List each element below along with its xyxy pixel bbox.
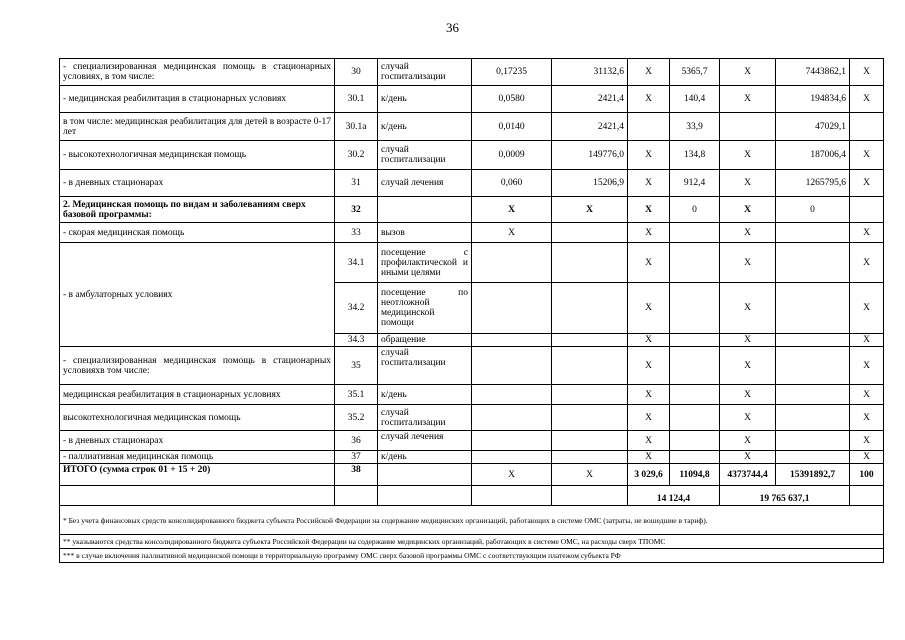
row-number: 35.1 (335, 385, 378, 405)
row-name: - в дневных стационарах (60, 170, 335, 197)
row-unit: обращение (378, 334, 472, 347)
row-number: 31 (335, 170, 378, 197)
row-unit: случай госпитализации (378, 347, 472, 385)
cell: Х (720, 451, 776, 464)
cell: Х (850, 59, 884, 86)
cell (670, 347, 720, 385)
row-unit: вызов (378, 223, 472, 243)
cell (472, 283, 552, 334)
cell (552, 243, 628, 283)
cell: Х (720, 405, 776, 431)
cell (776, 243, 850, 283)
cell: 33,9 (670, 113, 720, 141)
row-unit: случай госпитализации (378, 141, 472, 170)
cell (670, 334, 720, 347)
cell: 134,8 (670, 141, 720, 170)
cell (670, 431, 720, 451)
row-name: в том числе: медицинская реабилитация для детей в возрасте 0-17 лет (60, 113, 335, 141)
cell (378, 486, 472, 506)
row-name: - специализированная медицинская помощь в стационарных условияхв том числе: (60, 347, 335, 385)
cell: 187006,4 (776, 141, 850, 170)
row-name: - паллиативная медицинская помощь (60, 451, 335, 464)
cell (776, 405, 850, 431)
cell: Х (628, 223, 670, 243)
table-row (60, 405, 884, 431)
cell: Х (628, 334, 670, 347)
cell: Х (552, 197, 628, 223)
cell: Х (720, 243, 776, 283)
table-row (60, 197, 884, 223)
cell (552, 334, 628, 347)
row-unit: случай лечения (378, 431, 472, 451)
row-number: 30 (335, 59, 378, 86)
cell: Х (472, 197, 552, 223)
table-row (60, 223, 884, 243)
cell (552, 431, 628, 451)
cell: Х (850, 334, 884, 347)
table-row (60, 431, 884, 451)
row-number: 33 (335, 223, 378, 243)
cell: 140,4 (670, 86, 720, 113)
row-unit (378, 197, 472, 223)
cell (776, 451, 850, 464)
table-row (60, 243, 884, 283)
cell: 0,0009 (472, 141, 552, 170)
cell: 31132,6 (552, 59, 628, 86)
cell: 194834,6 (776, 86, 850, 113)
cell (335, 486, 378, 506)
cell (850, 113, 884, 141)
cell: Х (628, 86, 670, 113)
financing-table (59, 58, 884, 563)
cell: 0 (776, 197, 850, 223)
cell: 0,17235 (472, 59, 552, 86)
row-number: 38 (335, 464, 378, 486)
cell (628, 113, 670, 141)
table-row (60, 141, 884, 170)
cell: 149776,0 (552, 141, 628, 170)
cell: 0,060 (472, 170, 552, 197)
cell: 1265795,6 (776, 170, 850, 197)
row-unit: посещение по неотложной медицинской помощи (378, 283, 472, 334)
cell (776, 283, 850, 334)
cell: 47029,1 (776, 113, 850, 141)
cell (552, 347, 628, 385)
cell (776, 334, 850, 347)
section-heading: 2. Медицинская помощь по видам и заболеваниям сверх базовой программы: (60, 197, 335, 223)
cell: Х (720, 170, 776, 197)
cell: 5365,7 (670, 59, 720, 86)
cell (472, 385, 552, 405)
row-name: - высокотехнологичная медицинская помощь (60, 141, 335, 170)
row-name: - в дневных стационарах (60, 431, 335, 451)
cell (776, 385, 850, 405)
cell: 15391892,7 (776, 464, 850, 486)
row-number: 35 (335, 347, 378, 385)
cell: Х (850, 405, 884, 431)
cell: Х (850, 243, 884, 283)
row-name: медицинская реабилитация в стационарных условиях (60, 385, 335, 405)
cell: 2421,4 (552, 113, 628, 141)
cell (850, 197, 884, 223)
cell: Х (720, 283, 776, 334)
cell: Х (850, 170, 884, 197)
cell: 11094,8 (670, 464, 720, 486)
cell: 0 (670, 197, 720, 223)
row-unit: посещение с профилактической и иными целями (378, 243, 472, 283)
table-row (60, 451, 884, 464)
cell: Х (720, 431, 776, 451)
cell: Х (628, 347, 670, 385)
cell: Х (628, 59, 670, 86)
cell (776, 223, 850, 243)
row-number: 34.3 (335, 334, 378, 347)
row-name: высокотехнологичная медицинская помощь (60, 405, 335, 431)
cell (472, 347, 552, 385)
cell: 7443862,1 (776, 59, 850, 86)
row-name: - специализированная медицинская помощь в стационарных условиях, в том числе: (60, 59, 335, 86)
cell: Х (628, 197, 670, 223)
page-number: 36 (446, 20, 459, 35)
cell (552, 486, 628, 506)
table-row (60, 385, 884, 405)
sum-value: 14 124,4 (628, 486, 720, 506)
cell (670, 283, 720, 334)
row-number: 36 (335, 431, 378, 451)
table-row (60, 59, 884, 86)
cell (552, 223, 628, 243)
table-row (60, 347, 884, 385)
cell (850, 486, 884, 506)
row-number: 30.2 (335, 141, 378, 170)
row-unit: случай госпитализации (378, 405, 472, 431)
cell: Х (472, 464, 552, 486)
row-unit: случай госпитализации (378, 59, 472, 86)
footnote-row (60, 535, 884, 549)
row-name: - в амбулаторных условиях (60, 243, 335, 347)
cell (472, 243, 552, 283)
cell: Х (552, 464, 628, 486)
cell: Х (720, 334, 776, 347)
cell: Х (850, 385, 884, 405)
cell (472, 451, 552, 464)
cell (552, 385, 628, 405)
cell: Х (720, 59, 776, 86)
cell: Х (628, 431, 670, 451)
cell (472, 431, 552, 451)
cell (472, 486, 552, 506)
row-number: 35.2 (335, 405, 378, 431)
table-row (60, 170, 884, 197)
cell (720, 113, 776, 141)
cell: Х (628, 141, 670, 170)
cell: Х (628, 451, 670, 464)
table-row (60, 86, 884, 113)
cell: Х (628, 405, 670, 431)
cell (776, 347, 850, 385)
cell (670, 385, 720, 405)
cell (776, 431, 850, 451)
total-label: ИТОГО (сумма строк 01 + 15 + 20) (60, 464, 335, 486)
cell: Х (472, 223, 552, 243)
cell: Х (628, 170, 670, 197)
cell: 4373744,4 (720, 464, 776, 486)
cell: 0,0140 (472, 113, 552, 141)
cell: Х (850, 223, 884, 243)
cell (552, 451, 628, 464)
row-unit: случай лечения (378, 170, 472, 197)
row-number: 37 (335, 451, 378, 464)
cell (472, 334, 552, 347)
cell (670, 451, 720, 464)
cell: 2421,4 (552, 86, 628, 113)
cell: Х (628, 385, 670, 405)
cell (670, 405, 720, 431)
cell: Х (850, 283, 884, 334)
cell: Х (628, 283, 670, 334)
cell: Х (720, 197, 776, 223)
cell: Х (720, 223, 776, 243)
cell: 100 (850, 464, 884, 486)
footnote: * Без учета финансовых средств консолидированного бюджета субъекта Российской Федерации на содержание медицинских организаций, работающих в системе ОМС (затраты, не вошедшие в тариф). (60, 506, 884, 535)
sum-row (60, 486, 884, 506)
cell (552, 283, 628, 334)
cell (472, 405, 552, 431)
cell: 0,0580 (472, 86, 552, 113)
footnote-row (60, 549, 884, 563)
cell (60, 486, 335, 506)
row-unit: к/день (378, 86, 472, 113)
row-number: 32 (335, 197, 378, 223)
cell: 912,4 (670, 170, 720, 197)
row-unit: к/день (378, 385, 472, 405)
cell: Х (850, 86, 884, 113)
row-name: - скорая медицинская помощь (60, 223, 335, 243)
cell: Х (628, 243, 670, 283)
sum-value: 19 765 637,1 (720, 486, 850, 506)
total-row (60, 464, 884, 486)
row-unit (378, 464, 472, 486)
cell: Х (850, 347, 884, 385)
table-row (60, 113, 884, 141)
footnote: *** в случае включения паллиативной медицинской помощи в территориальную программу ОМС сверх базовой программы ОМС с соответствующим платежом субъекта РФ (60, 549, 884, 563)
cell: Х (850, 451, 884, 464)
row-name: - медицинская реабилитация в стационарных условиях (60, 86, 335, 113)
footnote: ** указываются средства консолидированного бюджета субъекта Российской Федерации на содержание медицинских организаций, работающих в системе ОМС, на расходы сверх ТПОМС (60, 535, 884, 549)
row-number: 34.1 (335, 243, 378, 283)
row-number: 30.1 (335, 86, 378, 113)
cell: 15206,9 (552, 170, 628, 197)
cell: Х (720, 385, 776, 405)
row-unit: к/день (378, 113, 472, 141)
row-unit: к/день (378, 451, 472, 464)
cell: Х (720, 347, 776, 385)
cell (670, 223, 720, 243)
cell: Х (720, 86, 776, 113)
cell (670, 243, 720, 283)
row-number: 30.1а (335, 113, 378, 141)
cell (552, 405, 628, 431)
cell: Х (720, 141, 776, 170)
cell: Х (850, 431, 884, 451)
footnote-row (60, 506, 884, 535)
cell: Х (850, 141, 884, 170)
row-number: 34.2 (335, 283, 378, 334)
cell: 3 029,6 (628, 464, 670, 486)
